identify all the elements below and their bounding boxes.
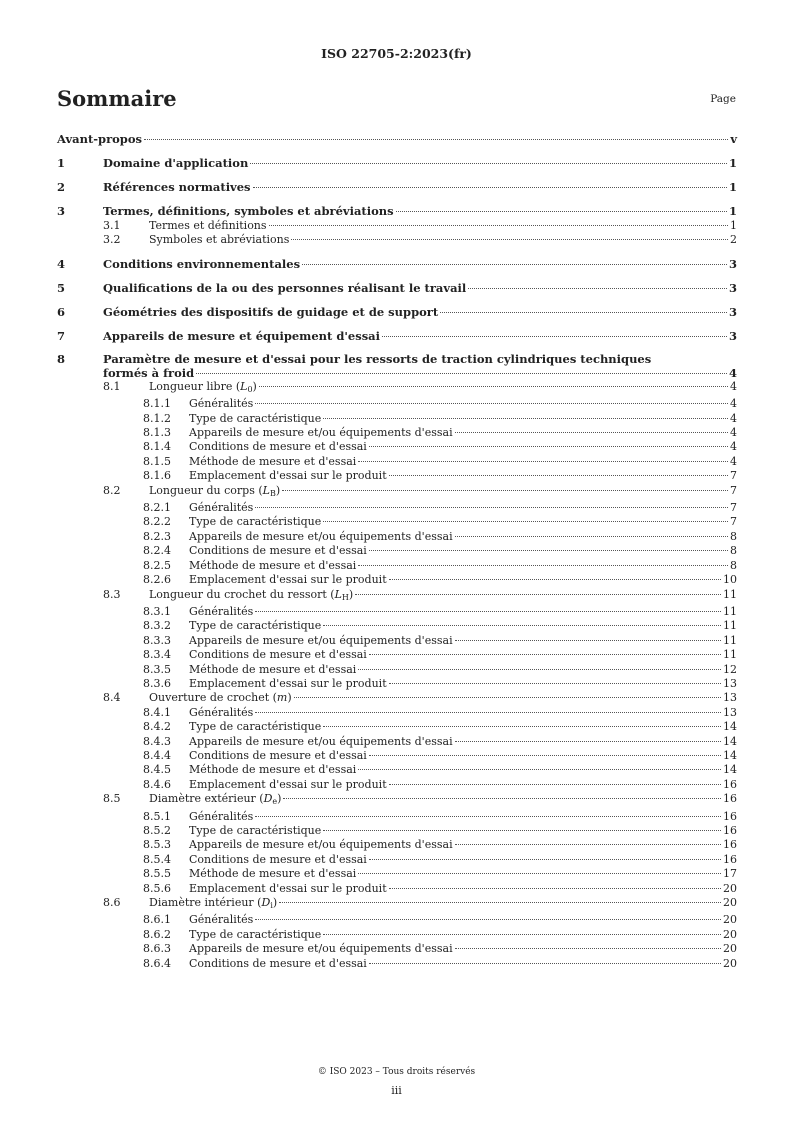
- toc-entry-title: Emplacement d'essai sur le produit: [189, 676, 387, 690]
- toc-entry-number: 8.5: [103, 792, 121, 806]
- toc-entry-number: 8.3: [103, 587, 121, 601]
- dot-leader: [255, 919, 721, 920]
- toc-entry-number: 8.6.3: [143, 942, 171, 956]
- footer-copyright: © ISO 2023 – Tous droits réservés: [317, 1067, 476, 1077]
- toc-entry-page: 16: [723, 792, 737, 806]
- dot-leader: [323, 521, 728, 522]
- toc-entry[interactable]: [57, 749, 737, 763]
- toc-entry-title: Généralités: [189, 397, 254, 411]
- toc-entry[interactable]: [57, 155, 737, 171]
- dot-leader: [358, 873, 721, 874]
- toc-entry-number: 8.6.1: [143, 913, 171, 927]
- toc-entry-number: 8.4.1: [143, 705, 171, 719]
- toc-entry[interactable]: [57, 896, 737, 913]
- toc-entry-page: v: [730, 132, 737, 146]
- toc-entry-title: Appareils de mesure et/ou équipements d'essai: [189, 529, 453, 543]
- toc-entry-page: 16: [723, 809, 737, 823]
- dot-leader: [455, 844, 721, 845]
- dot-leader: [389, 683, 721, 684]
- toc-entry[interactable]: [57, 588, 737, 605]
- toc-entry-page: 1: [730, 219, 737, 232]
- toc-entry[interactable]: [57, 455, 737, 469]
- dot-leader: [323, 726, 721, 727]
- dot-leader: [455, 741, 721, 742]
- toc-entry[interactable]: [57, 763, 737, 777]
- toc-entry-page: 8: [730, 529, 737, 543]
- toc-entry[interactable]: [57, 778, 737, 792]
- toc-entry-number: 8.1.2: [143, 411, 171, 425]
- toc-entry[interactable]: [57, 484, 737, 501]
- dot-leader: [369, 654, 721, 655]
- toc-entry[interactable]: [57, 233, 737, 247]
- toc-entry-title-end: ): [287, 691, 292, 705]
- toc-entry-title: Références normatives: [103, 180, 251, 194]
- toc-entry[interactable]: [57, 648, 737, 662]
- toc-entry-page: 1: [728, 180, 737, 194]
- toc-entry-title: Emplacement d'essai sur le produit: [189, 881, 387, 895]
- toc-entry-title: Termes, définitions, symboles et abréviations: [103, 204, 394, 218]
- toc-entry-number: 8.4.4: [143, 748, 171, 762]
- toc-entry-title: Domaine d'application: [103, 156, 249, 170]
- toc-entry-number: 7: [57, 328, 66, 343]
- dot-leader: [255, 611, 721, 612]
- toc-entry-page: 20: [723, 956, 737, 970]
- toc-entry-number: 4: [57, 256, 66, 271]
- footer-page-number: iii: [391, 1084, 402, 1097]
- toc-entry[interactable]: [57, 515, 737, 529]
- toc-entry-page: 13: [723, 705, 737, 719]
- toc-entry-title: Appareils de mesure et/ou équipements d'essai: [189, 734, 453, 748]
- toc-entry-page: 10: [723, 573, 737, 587]
- toc-entry[interactable]: [57, 735, 737, 749]
- toc-entry-page: 4: [730, 440, 737, 454]
- toc-entry-page: 14: [723, 748, 737, 762]
- toc-entry-number: 8.3.3: [143, 633, 171, 647]
- toc-entry-number: 8.4.2: [143, 720, 171, 734]
- toc-entry-title: Appareils de mesure et/ou équipements d'essai: [189, 426, 453, 440]
- dot-leader: [282, 490, 728, 491]
- toc-entry-page: 4: [730, 426, 737, 440]
- toc-entry-title: Généralités: [189, 501, 254, 515]
- toc-entry-title-text: Longueur libre (: [149, 379, 241, 393]
- math-subscript: e: [272, 797, 278, 807]
- toc-entry-number: 8.2.4: [143, 544, 171, 558]
- toc-entry[interactable]: [57, 605, 737, 619]
- toc-entry-title: [149, 792, 281, 809]
- toc-entry-number: 8.2.3: [143, 529, 171, 543]
- dot-leader: [396, 211, 727, 212]
- toc-entry-title-end: ): [272, 896, 278, 910]
- dot-leader: [389, 579, 721, 580]
- toc-entry-page: 11: [723, 648, 737, 662]
- dot-leader: [279, 902, 721, 903]
- toc-entry[interactable]: [57, 619, 737, 633]
- toc-entry-number: 8.3.6: [143, 676, 171, 690]
- toc-entry-page: 14: [723, 734, 737, 748]
- toc-entry[interactable]: [57, 544, 737, 558]
- dot-leader: [455, 640, 721, 641]
- toc-entry[interactable]: [57, 469, 737, 483]
- toc-entry[interactable]: [57, 634, 737, 648]
- toc-entry[interactable]: [57, 928, 737, 942]
- toc-entry-number: 8.2.6: [143, 573, 171, 587]
- toc-entry-title: Type de caractéristique: [189, 411, 322, 425]
- dot-leader: [302, 264, 727, 265]
- toc-entry-page: 16: [723, 852, 737, 866]
- toc-entry-page: 11: [723, 587, 737, 601]
- dot-leader: [144, 139, 728, 140]
- toc-entry[interactable]: [57, 256, 737, 272]
- toc-entry-number: 5: [57, 280, 66, 295]
- toc-entry-page: 17: [723, 867, 737, 881]
- toc-entry-page: 1: [728, 204, 737, 218]
- toc-entry-page: 3: [728, 328, 737, 343]
- dot-leader: [255, 816, 721, 817]
- toc-entry-title: Conditions de mesure et d'essai: [189, 440, 367, 454]
- toc-entry[interactable]: [57, 677, 737, 691]
- toc-entry-number: 8.4.5: [143, 763, 171, 777]
- toc-entry-page: 3: [728, 256, 737, 271]
- toc-entry-title: Type de caractéristique: [189, 720, 322, 734]
- toc-entry-page: 20: [723, 927, 737, 941]
- toc-entry[interactable]: [57, 203, 737, 219]
- toc-entry-number: 3.1: [103, 219, 121, 232]
- dot-leader: [283, 798, 721, 799]
- dot-leader: [250, 163, 727, 164]
- toc-entry-page: 16: [723, 838, 737, 852]
- dot-leader: [323, 625, 721, 626]
- toc-entry-title-text: Longueur du corps (: [149, 483, 263, 497]
- toc-entry-number: 8.2.2: [143, 515, 171, 529]
- math-symbol: L: [334, 587, 342, 601]
- toc-entry-title: Géométries des dispositifs de guidage et de support: [103, 304, 439, 319]
- toc-entry-title-text: Longueur du crochet du ressort (: [149, 587, 335, 601]
- toc-entry[interactable]: [57, 440, 737, 454]
- toc-entry-number: 8.6.2: [143, 927, 171, 941]
- toc-entry-title: Type de caractéristique: [189, 927, 322, 941]
- toc-entry-number: 8.1.5: [143, 454, 171, 468]
- toc-entry-number: 8.5.5: [143, 867, 171, 881]
- toc-entry[interactable]: [57, 838, 737, 852]
- toc-entry-page: 11: [723, 619, 737, 633]
- toc-entry-page: 3: [728, 280, 737, 295]
- toc-entry[interactable]: [57, 219, 737, 233]
- math-symbol: m: [276, 691, 288, 705]
- dot-leader: [355, 594, 721, 595]
- math-symbol: L: [240, 379, 248, 393]
- dot-leader: [196, 373, 727, 374]
- dot-leader: [291, 239, 728, 240]
- toc-entry[interactable]: [57, 352, 737, 366]
- toc-entry-title: Qualifications de la ou des personnes réalisant le travail: [103, 280, 467, 295]
- toc-entry-page: 12: [723, 662, 737, 676]
- dot-leader: [358, 769, 721, 770]
- toc-entry-title: Généralités: [189, 604, 254, 618]
- toc-entry-title: formés à froid: [103, 365, 195, 380]
- toc-entry-page: 11: [723, 633, 737, 647]
- dot-leader: [369, 963, 721, 964]
- table-of-contents: [57, 131, 737, 971]
- dot-leader: [389, 784, 721, 785]
- toc-entry[interactable]: [57, 501, 737, 515]
- toc-entry-title-end: ): [252, 379, 257, 393]
- toc-entry-title: Conditions environnementales: [103, 256, 301, 271]
- toc-entry-title: [149, 896, 277, 913]
- toc-entry-title-end: ): [277, 792, 282, 806]
- toc-entry[interactable]: [57, 328, 737, 344]
- toc-entry-title: Termes et définitions: [149, 219, 267, 232]
- toc-entry-title: [149, 484, 280, 501]
- toc-entry-continuation[interactable]: [57, 366, 737, 380]
- dot-leader: [255, 712, 721, 713]
- toc-entry-page: 8: [730, 558, 737, 572]
- toc-entry[interactable]: [57, 573, 737, 587]
- toc-entry[interactable]: [57, 559, 737, 573]
- dot-leader: [358, 565, 728, 566]
- toc-entry-number: 8.3.5: [143, 662, 171, 676]
- toc-entry-number: 8.4: [103, 691, 121, 705]
- dot-leader: [369, 859, 721, 860]
- dot-leader: [389, 888, 721, 889]
- toc-entry-title: Emplacement d'essai sur le produit: [189, 573, 387, 587]
- toc-entry-title: Type de caractéristique: [189, 515, 322, 529]
- toc-entry[interactable]: [57, 706, 737, 720]
- toc-entry-page: 16: [723, 824, 737, 837]
- toc-entry-number: 8.1.6: [143, 469, 171, 483]
- dot-leader: [389, 475, 728, 476]
- math-subscript: B: [269, 488, 276, 498]
- toc-entry-page: 13: [723, 676, 737, 690]
- toc-entry-page: 13: [723, 691, 737, 705]
- toc-entry-title: Type de caractéristique: [189, 824, 322, 837]
- toc-entry-number: 8.1.3: [143, 426, 171, 440]
- toc-entry-number: 2: [57, 180, 66, 194]
- toc-entry-number: 8.6.4: [143, 956, 171, 970]
- toc-entry-page: 20: [723, 942, 737, 956]
- toc-entry-title-text: Diamètre extérieur (: [149, 792, 264, 806]
- toc-entry-page: 4: [728, 365, 737, 380]
- toc-entry[interactable]: [57, 397, 737, 411]
- toc-entry[interactable]: [57, 720, 737, 734]
- toc-entry[interactable]: [57, 957, 737, 971]
- toc-entry-number: 8.1.1: [143, 397, 171, 411]
- toc-title: Sommaire: [57, 86, 177, 111]
- toc-entry-title-end: ): [348, 587, 354, 601]
- toc-entry-page: 7: [730, 469, 737, 483]
- toc-entry-title: Conditions de mesure et d'essai: [189, 956, 367, 970]
- dot-leader: [358, 669, 721, 670]
- toc-entry[interactable]: [57, 380, 737, 397]
- toc-entry-page: 20: [723, 896, 737, 910]
- toc-entry-page: 7: [730, 483, 737, 497]
- toc-entry[interactable]: [57, 853, 737, 867]
- toc-entry[interactable]: [57, 663, 737, 677]
- toc-entry-title: Type de caractéristique: [189, 619, 322, 633]
- toc-entry-number: 8.5.1: [143, 809, 171, 823]
- toc-entry-page: 2: [730, 233, 737, 247]
- math-symbol: D: [261, 896, 271, 910]
- dot-leader: [369, 446, 728, 447]
- toc-entry[interactable]: [57, 824, 737, 838]
- toc-entry-number: 8.6: [103, 896, 121, 910]
- dot-leader: [323, 830, 721, 831]
- toc-entry-page: 8: [730, 544, 737, 558]
- dot-leader: [369, 550, 728, 551]
- toc-entry-title-text: Ouverture de crochet (: [149, 691, 277, 705]
- toc-entry[interactable]: [57, 882, 737, 896]
- toc-entry-title: Généralités: [189, 913, 254, 927]
- toc-entry-title: Paramètre de mesure et d'essai pour les ressorts de traction cylindriques techniques: [103, 351, 652, 366]
- toc-entry-title-end: ): [275, 483, 281, 497]
- toc-entry-title: [149, 380, 257, 397]
- toc-entry[interactable]: [57, 942, 737, 956]
- toc-entry[interactable]: [57, 304, 737, 320]
- toc-entry-page: 4: [730, 454, 737, 468]
- toc-entry-title: Emplacement d'essai sur le produit: [189, 777, 387, 791]
- toc-entry[interactable]: [57, 412, 737, 426]
- dot-leader: [358, 461, 728, 462]
- toc-entry-number: 1: [57, 156, 66, 170]
- toc-entry-title: Appareils de mesure et/ou équipements d'essai: [189, 942, 453, 956]
- toc-entry-page: 1: [728, 156, 737, 170]
- toc-entry[interactable]: [57, 530, 737, 544]
- toc-entry-title: Méthode de mesure et d'essai: [189, 454, 357, 468]
- toc-entry-title: Conditions de mesure et d'essai: [189, 544, 367, 558]
- dot-leader: [269, 225, 728, 226]
- toc-entry[interactable]: [57, 131, 737, 147]
- document-id-header: ISO 22705-2:2023(fr): [321, 46, 472, 61]
- toc-entry-page: 20: [723, 913, 737, 927]
- toc-entry-title: Emplacement d'essai sur le produit: [189, 469, 387, 483]
- toc-entry-number: 8.5.6: [143, 881, 171, 895]
- toc-entry-title: Généralités: [189, 705, 254, 719]
- dot-leader: [323, 934, 721, 935]
- page-column-label: Page: [710, 93, 736, 105]
- toc-entry-number: 6: [57, 304, 66, 319]
- toc-entry-title: Méthode de mesure et d'essai: [189, 558, 357, 572]
- toc-entry-number: 8.2.5: [143, 558, 171, 572]
- toc-entry-page: 4: [730, 397, 737, 411]
- dot-leader: [369, 755, 721, 756]
- math-symbol: L: [262, 483, 270, 497]
- toc-entry-number: 8.2: [103, 483, 121, 497]
- toc-entry-title: [149, 588, 353, 605]
- toc-entry-number: 8.2.1: [143, 501, 171, 515]
- dot-leader: [455, 536, 728, 537]
- dot-leader: [468, 288, 727, 289]
- dot-leader: [255, 507, 728, 508]
- toc-entry-title: Appareils de mesure et équipement d'essai: [103, 328, 380, 343]
- toc-entry-page: 4: [730, 411, 737, 425]
- toc-entry-page: 3: [728, 304, 737, 319]
- math-subscript: 0: [247, 384, 253, 394]
- toc-entry[interactable]: [57, 867, 737, 881]
- math-symbol: D: [263, 792, 273, 806]
- toc-entry-page: 11: [723, 604, 737, 618]
- toc-entry-number: 3.2: [103, 233, 121, 247]
- toc-entry[interactable]: [57, 280, 737, 296]
- toc-entry-number: 8: [57, 351, 66, 366]
- math-subscript: i: [270, 901, 273, 911]
- toc-entry-number: 8.5.3: [143, 838, 171, 852]
- toc-entry-title: Symboles et abréviations: [149, 233, 290, 247]
- toc-entry-number: 8.5.4: [143, 852, 171, 866]
- toc-entry[interactable]: [57, 810, 737, 824]
- toc-entry-title: Méthode de mesure et d'essai: [189, 662, 357, 676]
- toc-entry-number: 8.1: [103, 379, 121, 393]
- toc-entry-title: Appareils de mesure et/ou équipements d'essai: [189, 838, 453, 852]
- toc-entry[interactable]: [57, 179, 737, 195]
- dot-leader: [455, 432, 728, 433]
- toc-entry-page: 16: [723, 777, 737, 791]
- toc-entry-title: Conditions de mesure et d'essai: [189, 748, 367, 762]
- dot-leader: [323, 418, 728, 419]
- dot-leader: [253, 187, 727, 188]
- math-subscript: H: [341, 592, 349, 602]
- toc-entry-number: 8.3.4: [143, 648, 171, 662]
- toc-entry-title-text: Diamètre intérieur (: [149, 896, 262, 910]
- toc-entry-number: 3: [57, 204, 66, 218]
- toc-entry-title: Généralités: [189, 809, 254, 823]
- dot-leader: [259, 386, 728, 387]
- toc-entry[interactable]: [57, 913, 737, 927]
- toc-entry-page: 14: [723, 720, 737, 734]
- toc-entry-title: [149, 691, 292, 705]
- toc-entry-page: 7: [730, 515, 737, 529]
- toc-entry-page: 20: [723, 881, 737, 895]
- toc-entry-title: Appareils de mesure et/ou équipements d'essai: [189, 633, 453, 647]
- toc-entry-title: Conditions de mesure et d'essai: [189, 648, 367, 662]
- toc-entry-number: 8.1.4: [143, 440, 171, 454]
- toc-entry-number: 8.4.6: [143, 777, 171, 791]
- dot-leader: [294, 697, 721, 698]
- toc-entry-number: 8.5.2: [143, 824, 171, 837]
- toc-entry-page: 14: [723, 763, 737, 777]
- toc-entry-page: 4: [730, 379, 737, 393]
- dot-leader: [255, 403, 728, 404]
- toc-entry-title: Conditions de mesure et d'essai: [189, 852, 367, 866]
- toc-entry[interactable]: [57, 426, 737, 440]
- toc-entry-number: 8.3.2: [143, 619, 171, 633]
- dot-leader: [440, 312, 727, 313]
- toc-entry-title: Méthode de mesure et d'essai: [189, 867, 357, 881]
- toc-entry-title: Avant-propos: [57, 132, 142, 146]
- dot-leader: [382, 336, 727, 337]
- toc-entry-page: 7: [730, 501, 737, 515]
- toc-entry[interactable]: [57, 691, 737, 705]
- toc-entry[interactable]: [57, 792, 737, 809]
- toc-entry-title: Méthode de mesure et d'essai: [189, 763, 357, 777]
- toc-entry-number: 8.3.1: [143, 604, 171, 618]
- toc-entry-number: 8.4.3: [143, 734, 171, 748]
- dot-leader: [455, 948, 721, 949]
